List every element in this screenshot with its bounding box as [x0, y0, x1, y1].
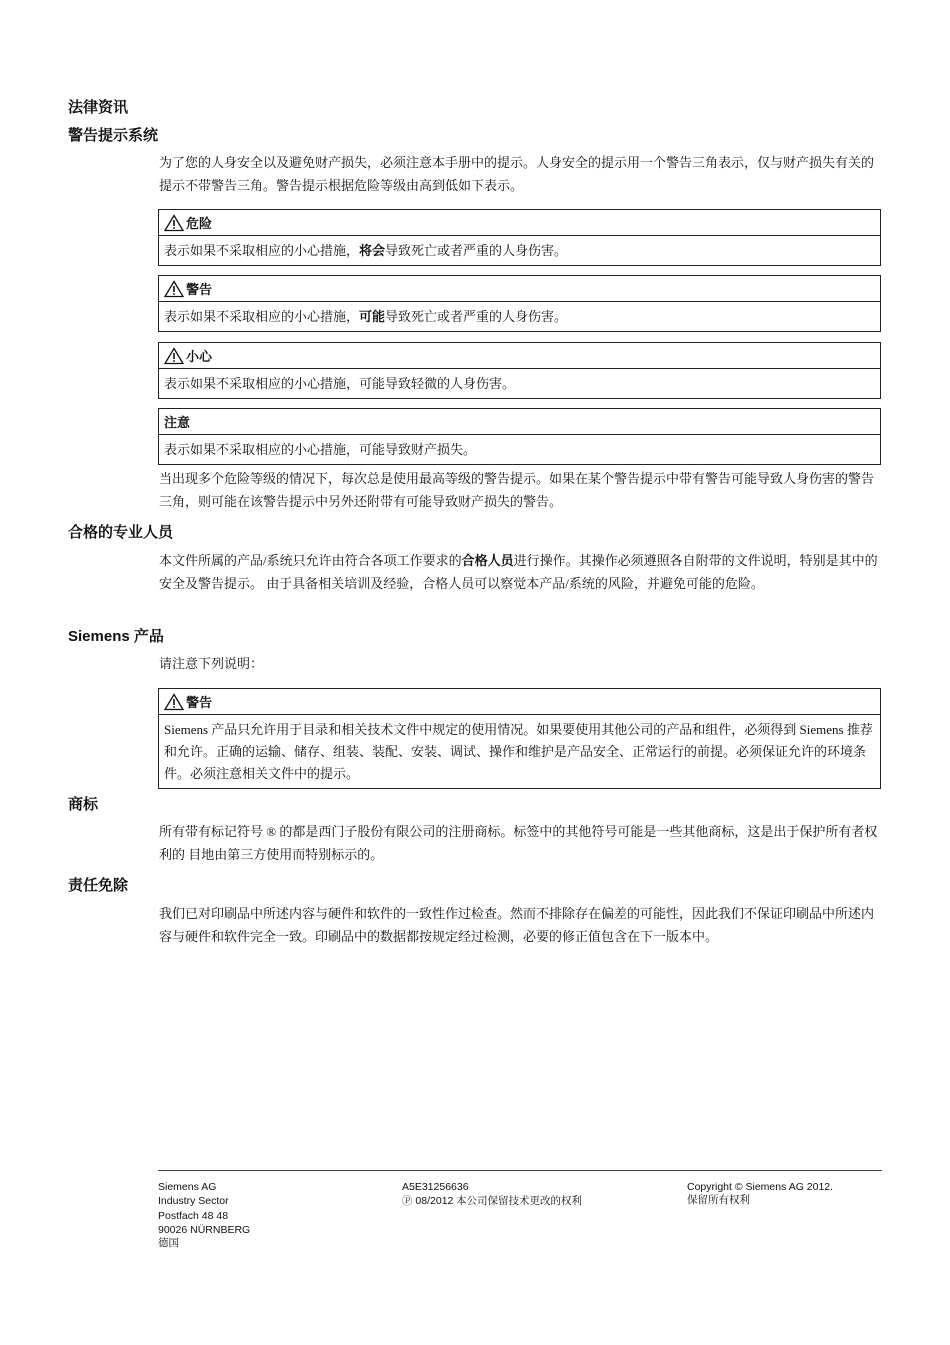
disclaimer-text: 我们已对印刷品中所述内容与硬件和软件的一致性作过检查。然而不排除存在偏差的可能性，因此我们不保证印刷品中所述内容与硬件和软件完全一致。印刷品中的数据都按规定经过检测，必要的修正值包含在下一版本中。	[159, 906, 875, 944]
footer-copyright	[687, 1180, 833, 1209]
siemens-products-title-cjk: 产品	[129, 628, 164, 645]
legal-title: 法律资讯	[68, 99, 129, 116]
qualified-text-bold: 合格人员	[461, 553, 514, 568]
warning-system-outro: 当出现多个危险等级的情况下，每次总是使用最高等级的警告提示。如果在某个警告提示中带有警告可能导致人身伤害的警告三角，则可能在该警告提示中另外还附带有可能导致财产损失的警告。	[159, 471, 875, 509]
footer-doc-number: A5E31256636	[402, 1181, 469, 1193]
footer-document-info	[402, 1180, 582, 1210]
danger-box	[158, 209, 881, 266]
warning-box-body	[159, 302, 880, 331]
footer-copyright-text: Copyright © Siemens AG 2012.	[687, 1181, 834, 1193]
qualified-text-pre: 本文件所属的产品/系统只允许由符合各项工作要求的	[159, 553, 462, 568]
footer-divider	[158, 1170, 882, 1171]
footer-address-line: 90026 NÜRNBERG	[158, 1223, 251, 1236]
warning-box-title: 警告	[186, 282, 213, 297]
caution-box-body: 表示如果不采取相应的小心措施，可能导致轻微的人身伤害。	[164, 376, 516, 391]
siemens-warning-box-title: 警告	[186, 695, 213, 710]
caution-box	[158, 342, 881, 399]
warning-triangle-icon	[164, 693, 184, 711]
danger-box-title: 危险	[186, 216, 213, 231]
footer-address-line: Postfach 48 48	[158, 1209, 229, 1222]
caution-box-header	[159, 343, 880, 369]
footer-doc-note: 本公司保留技术更改的权利	[453, 1196, 582, 1208]
warning-system-title: 警告提示系统	[68, 127, 159, 144]
siemens-products-intro: 请注意下列说明：	[159, 656, 264, 671]
warning-triangle-icon	[164, 347, 184, 365]
warning-triangle-icon	[164, 280, 184, 298]
warning-triangle-icon	[164, 214, 184, 232]
notice-box	[158, 408, 881, 465]
caution-box-title: 小心	[186, 349, 213, 364]
siemens-products-title	[68, 627, 164, 647]
qualified-text-post: 进行操作。其操作必须遵照各自附带的文件说明，特别是其中的安全及警告提示。 由于具备相关培训及经验，合格人员可以察觉本产品/系统的风险，并避免可能的危险。	[159, 553, 878, 591]
notice-box-body: 表示如果不采取相应的小心措施，可能导致财产损失。	[164, 442, 477, 457]
danger-box-body	[159, 236, 880, 265]
footer-doc-date: Ⓟ 08/2012	[402, 1195, 454, 1208]
danger-box-header	[159, 210, 880, 236]
danger-text-pre: 表示如果不采取相应的小心措施，	[164, 243, 360, 258]
footer-doc-date-line	[402, 1194, 582, 1209]
disclaimer-title: 责任免除	[68, 877, 129, 894]
siemens-products-title-latin: Siemens	[68, 628, 130, 645]
footer-address-line: Industry Sector	[158, 1195, 229, 1208]
footer-address-line: Siemens AG	[158, 1181, 217, 1193]
warning-text-post: 导致死亡或者严重的人身伤害。	[385, 309, 568, 324]
footer-rights-text: 保留所有权利	[687, 1195, 750, 1207]
siemens-warning-box-body: Siemens 产品只允许用于目录和相关技术文件中规定的使用情况。如果要使用其他公司的产品和组件，必须得到 Siemens 推荐和允许。正确的运输、储存、组装、装配、安装、调试、操作和维护是产品安全、正常运行的前提。必须保证允许的环境条件。必须注意相关文件中的提示。	[164, 722, 873, 781]
danger-text-bold: 将会	[359, 243, 386, 258]
trademarks-text: 所有带有标记符号 ® 的都是西门子股份有限公司的注册商标。标签中的其他符号可能是一些其他商标，这是出于保护所有者权利的 目地由第三方使用而特别标示的。	[159, 824, 878, 862]
notice-box-title: 注意	[164, 415, 191, 430]
warning-box-header	[159, 276, 880, 302]
trademarks-title: 商标	[68, 796, 99, 813]
qualified-title: 合格的专业人员	[68, 524, 174, 541]
warning-system-intro: 为了您的人身安全以及避免财产损失，必须注意本手册中的提示。人身安全的提示用一个警告三角表示，仅与财产损失有关的提示不带警告三角。警告提示根据危险等级由高到低如下表示。	[159, 155, 875, 193]
danger-text-post: 导致死亡或者严重的人身伤害。	[385, 243, 568, 258]
footer-address	[158, 1180, 250, 1251]
warning-box	[158, 275, 881, 332]
warning-text-pre: 表示如果不采取相应的小心措施，	[164, 309, 360, 324]
footer-address-line: 德国	[158, 1238, 179, 1250]
warning-text-bold: 可能	[359, 309, 386, 324]
notice-box-header	[159, 409, 880, 435]
siemens-warning-box	[158, 688, 881, 789]
qualified-text	[159, 550, 885, 595]
siemens-warning-box-header	[159, 689, 880, 715]
